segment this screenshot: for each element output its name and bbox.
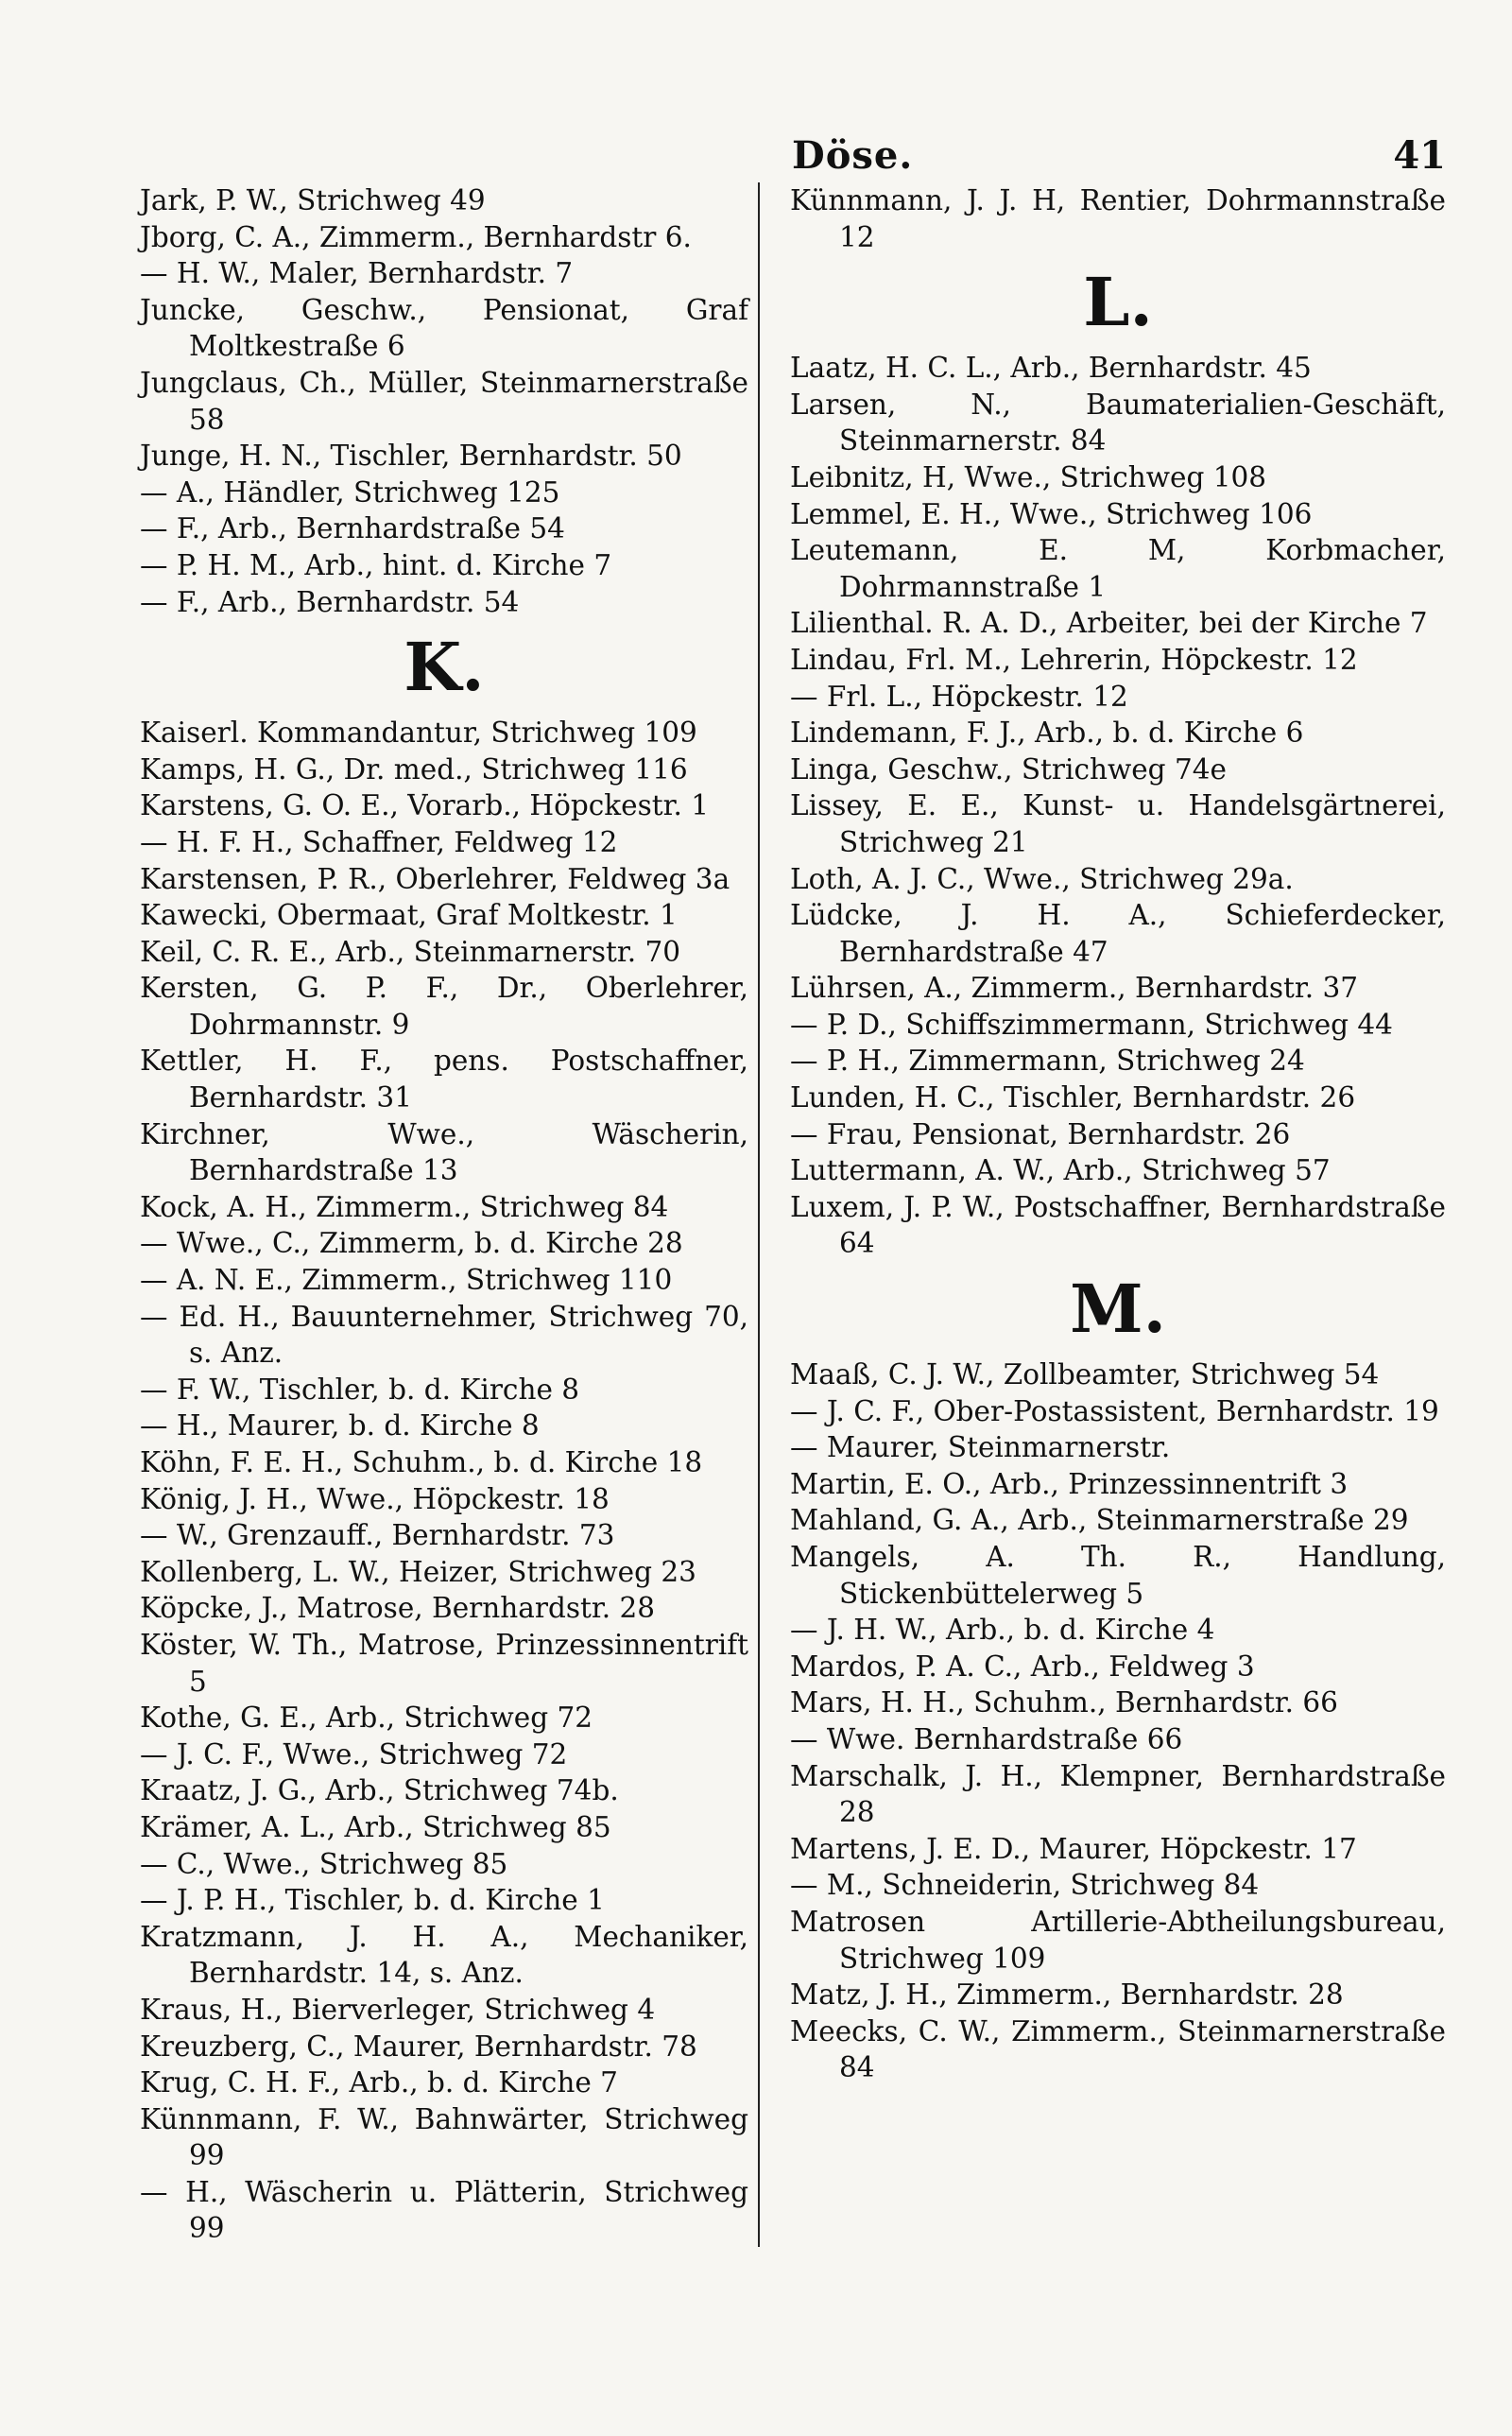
directory-entry: Jark, P. W., Strichweg 49 (140, 184, 486, 216)
directory-entry: Mars, H. H., Schuhm., Bernhardstr. 66 (790, 1686, 1338, 1719)
directory-entry: — P. H., Zimmermann, Strichweg 24 (790, 1045, 1305, 1078)
directory-entry: Keil, C. R. E., Arb., Steinmarnerstr. 70 (140, 935, 680, 968)
directory-entry: — M., Schneiderin, Strichweg 84 (790, 1869, 1260, 1902)
directory-entry: Matz, J. H., Zimmerm., Bernhardstr. 28 (790, 1978, 1344, 2012)
directory-entry: Kirchner, Wwe., Wäscherin, Bernhardstraße 13 (140, 1117, 749, 1187)
directory-entry: — A., Händler, Strichweg 125 (140, 475, 560, 509)
directory-entry: — F., Arb., Bernhardstr. 54 (140, 585, 520, 618)
directory-entry: Martens, J. E. D., Maurer, Höpckestr. 17 (790, 1832, 1357, 1865)
directory-entry: Jborg, C. A., Zimmerm., Bernhardstr 6. (140, 220, 692, 253)
directory-entry: Lunden, H. C., Tischler, Bernhardstr. 26 (790, 1081, 1356, 1114)
directory-entry: Lemmel, E. H., Wwe., Strichweg 106 (790, 497, 1313, 530)
section-letter: K. (404, 628, 485, 707)
directory-entry: Lüdcke, J. H. A., Schieferdecker, Bernhardstraße 47 (790, 899, 1446, 968)
directory-entry: — Ed. H., Bauunternehmer, Strichweg 70, s. Anz. (140, 1300, 749, 1370)
directory-entry: Mardos, P. A. C., Arb., Feldweg 3 (790, 1650, 1255, 1683)
directory-entry: Kothe, G. E., Arb., Strichweg 72 (140, 1702, 593, 1735)
directory-entry: Lindemann, F. J., Arb., b. d. Kirche 6 (790, 717, 1304, 750)
directory-entry: Künnmann, F. W., Bahnwärter, Strichweg 99 (140, 2102, 749, 2172)
directory-entry: Loth, A. J. C., Wwe., Strichweg 29a. (790, 862, 1294, 895)
directory-entry: Krämer, A. L., Arb., Strichweg 85 (140, 1810, 611, 1843)
directory-entry: — H., Maurer, b. d. Kirche 8 (140, 1409, 540, 1443)
directory-entry: Leutemann, E. M, Korbmacher, Dohrmannstraße 1 (790, 534, 1446, 603)
directory-entry: — A. N. E., Zimmerm., Strichweg 110 (140, 1264, 673, 1297)
page-number: 41 (1393, 133, 1446, 178)
directory-entry: Kamps, H. G., Dr. med., Strichweg 116 (140, 752, 688, 786)
directory-entry: Maaß, C. J. W., Zollbeamter, Strichweg 54 (790, 1358, 1380, 1391)
page-header (140, 118, 1446, 178)
directory-entry: Leibnitz, H, Wwe., Strichweg 108 (790, 460, 1267, 493)
directory-entry: Marschalk, J. H., Klempner, Bernhardstraße 28 (790, 1759, 1446, 1829)
directory-entry: — H., Wäscherin u. Plätterin, Strichweg 99 (140, 2175, 749, 2245)
directory-entry: — H. F. H., Schaffner, Feldweg 12 (140, 825, 618, 858)
directory-entry: — P. H. M., Arb., hint. d. Kirche 7 (140, 548, 612, 581)
left-column (140, 182, 758, 2247)
directory-entry: Mahland, G. A., Arb., Steinmarnerstraße 29 (790, 1504, 1409, 1537)
directory-entry: Köhn, F. E. H., Schuhm., b. d. Kirche 18 (140, 1446, 703, 1478)
directory-entry: Karstens, G. O. E., Vorarb., Höpckestr. 1 (140, 789, 709, 822)
directory-entry: Laatz, H. C. L., Arb., Bernhardstr. 45 (790, 352, 1312, 385)
directory-entry: Lindau, Frl. M., Lehrerin, Höpckestr. 12 (790, 643, 1358, 676)
directory-entry: Karstensen, P. R., Oberlehrer, Feldweg 3a (140, 862, 730, 895)
directory-entry: Lilienthal. R. A. D., Arbeiter, bei der Kirche 7 (790, 607, 1428, 640)
directory-entry: Lissey, E. E., Kunst- u. Handelsgärtnerei, Strichweg 21 (790, 789, 1446, 858)
directory-entry: — Frau, Pensionat, Bernhardstr. 26 (790, 1117, 1291, 1150)
directory-entry: Kettler, H. F., pens. Postschaffner, Bernhardstr. 31 (140, 1045, 749, 1114)
directory-entry: Luxem, J. P. W., Postschaffner, Bernhardstraße 64 (790, 1190, 1446, 1260)
right-column (760, 182, 1446, 2247)
directory-entry: Kratzmann, J. H. A., Mechaniker, Bernhardstr. 14, s. Anz. (140, 1920, 749, 1990)
directory-entry: Künnmann, J. J. H, Rentier, Dohrmannstraße 12 (790, 184, 1446, 253)
running-head: Döse. (792, 133, 914, 178)
directory-entry: — Wwe., C., Zimmerm, b. d. Kirche 28 (140, 1227, 683, 1260)
directory-entry: — W., Grenzauff., Bernhardstr. 73 (140, 1519, 615, 1552)
directory-entry: Lührsen, A., Zimmerm., Bernhardstr. 37 (790, 972, 1359, 1005)
directory-entry: — J. C. F., Ober-Postassistent, Bernhardstr. 19 (790, 1394, 1439, 1427)
directory-entry: Junge, H. N., Tischler, Bernhardstr. 50 (140, 440, 682, 473)
directory-entry: Juncke, Geschw., Pensionat, Graf Moltkestraße 6 (140, 293, 749, 363)
directory-entry: Kawecki, Obermaat, Graf Moltkestr. 1 (140, 899, 678, 932)
directory-entry: — J. H. W., Arb., b. d. Kirche 4 (790, 1614, 1215, 1647)
directory-entry: Krug, C. H. F., Arb., b. d. Kirche 7 (140, 2066, 618, 2099)
section-letter: L. (1083, 263, 1153, 342)
directory-entry: Kock, A. H., Zimmerm., Strichweg 84 (140, 1190, 669, 1223)
directory-entry: — Maurer, Steinmarnerstr. (790, 1431, 1171, 1464)
directory-entry: Köpcke, J., Matrose, Bernhardstr. 28 (140, 1592, 655, 1625)
directory-entry: Kraatz, J. G., Arb., Strichweg 74b. (140, 1774, 619, 1807)
section-letter: M. (1070, 1270, 1166, 1349)
directory-entry: — C., Wwe., Strichweg 85 (140, 1847, 508, 1880)
directory-entry: — Frl. L., Höpckestr. 12 (790, 680, 1128, 713)
directory-entry: — J. P. H., Tischler, b. d. Kirche 1 (140, 1884, 605, 1917)
directory-entry: Martin, E. O., Arb., Prinzessinnentrift 3 (790, 1467, 1349, 1500)
directory-columns (140, 182, 1446, 2247)
directory-entry: — H. W., Maler, Bernhardstr. 7 (140, 257, 574, 290)
directory-entry: — F., Arb., Bernhardstraße 54 (140, 512, 565, 545)
directory-entry: — Wwe. Bernhardstraße 66 (790, 1722, 1183, 1755)
directory-entry: Meecks, C. W., Zimmerm., Steinmarnerstraße 84 (790, 2014, 1446, 2084)
directory-entry: — P. D., Schiffszimmermann, Strichweg 44 (790, 1008, 1393, 1041)
directory-entry: Kraus, H., Bierverleger, Strichweg 4 (140, 1993, 656, 2026)
directory-entry: König, J. H., Wwe., Höpckestr. 18 (140, 1482, 610, 1515)
directory-entry: Kollenberg, L. W., Heizer, Strichweg 23 (140, 1555, 696, 1588)
directory-entry: Matrosen Artillerie-Abtheilungsbureau, Strichweg 109 (790, 1905, 1446, 1975)
directory-entry: Jungclaus, Ch., Müller, Steinmarnerstraße 58 (140, 366, 749, 436)
directory-entry: Kreuzberg, C., Maurer, Bernhardstr. 78 (140, 2030, 697, 2063)
directory-entry: Köster, W. Th., Matrose, Prinzessinnentrift 5 (140, 1628, 749, 1698)
directory-entry: Luttermann, A. W., Arb., Strichweg 57 (790, 1154, 1331, 1187)
directory-entry: — F. W., Tischler, b. d. Kirche 8 (140, 1373, 580, 1406)
directory-entry: Mangels, A. Th. R., Handlung, Stickenbüttelerweg 5 (790, 1541, 1446, 1610)
directory-entry: Kaiserl. Kommandantur, Strichweg 109 (140, 717, 697, 750)
directory-entry: — J. C. F., Wwe., Strichweg 72 (140, 1737, 568, 1771)
directory-entry: Linga, Geschw., Strichweg 74e (790, 752, 1227, 786)
directory-entry: Larsen, N., Baumaterialien-Geschäft, Steinmarnerstr. 84 (790, 388, 1446, 458)
directory-entry: Kersten, G. P. F., Dr., Oberlehrer, Dohrmannstr. 9 (140, 972, 749, 1041)
